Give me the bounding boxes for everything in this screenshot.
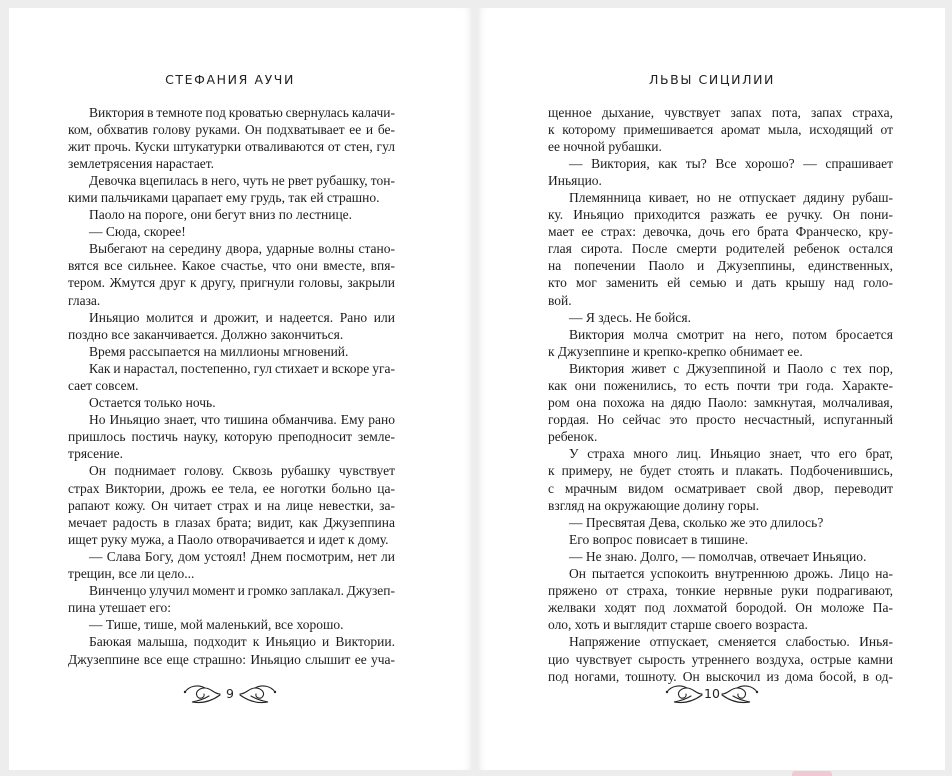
paragraph xyxy=(548,531,893,548)
page-number: 10 xyxy=(704,686,720,701)
paragraph xyxy=(68,582,395,616)
paragraph xyxy=(548,633,893,684)
body-text xyxy=(68,104,395,668)
text-line-row xyxy=(68,309,395,326)
text-line: мает ее страх: девочка, дочь его брата Франческо, кру- xyxy=(548,224,893,240)
right-page xyxy=(478,8,945,770)
text-line-row xyxy=(68,121,395,138)
text-line-row xyxy=(548,104,893,121)
text-line-row xyxy=(548,155,893,172)
text-line-row xyxy=(548,326,893,343)
page-edge-mark xyxy=(792,771,832,776)
text-line-row xyxy=(68,189,395,206)
text-line: к которому примешивается аромат мыла, исходящий от xyxy=(548,121,893,137)
paragraph xyxy=(548,155,893,189)
text-line-row xyxy=(548,633,893,650)
text-line-row xyxy=(548,616,893,633)
text-line-row xyxy=(548,582,893,599)
text-line-row xyxy=(548,599,893,616)
text-line-row xyxy=(68,326,395,343)
paragraph xyxy=(68,223,395,240)
text-line: Виктория живет с Джузеппиной и Паоло с тех пор, xyxy=(569,360,893,376)
text-line: на попечении Паоло и Джузеппины, единственных, xyxy=(548,258,893,274)
text-line-row xyxy=(548,565,893,582)
text-line: Виктория молча смотрит на него, потом бросается xyxy=(569,326,893,342)
text-line-row xyxy=(548,172,893,189)
text-line-row xyxy=(548,240,893,257)
text-line: Выбегают на середину двора, ударные волны стано- xyxy=(89,241,395,257)
text-line-row xyxy=(548,394,893,411)
text-line: Его вопрос повисает в тишине. xyxy=(569,531,749,547)
text-line-row xyxy=(548,360,893,377)
text-line: — Тише, тише, мой маленький, все хорошо. xyxy=(89,617,344,633)
text-line: Он поднимает голову. Сквозь рубашку чувствует xyxy=(89,463,395,479)
text-line: глаза. xyxy=(68,292,101,308)
text-line: щенное дыхание, чувствует запах пота, запах страха, xyxy=(548,104,893,120)
text-line-row xyxy=(68,445,395,462)
running-head-title: ЛЬВЫ СИЦИЛИИ xyxy=(649,72,775,87)
paragraph xyxy=(68,104,395,172)
running-head-author: СТЕФАНИЯ АУЧИ xyxy=(165,72,295,87)
text-line: Джузеппине все еще страшно: Иньяцио слышит ее уча- xyxy=(68,651,395,667)
text-line-row xyxy=(548,548,893,565)
text-line: жит прочь. Куски штукатурки отваливаются от стен, гул xyxy=(68,138,395,154)
paragraph xyxy=(68,548,395,582)
text-line: Иньяцио. xyxy=(548,172,602,188)
text-line-row xyxy=(68,565,395,582)
text-line-row xyxy=(68,343,395,360)
text-line-row xyxy=(548,257,893,274)
text-line: с мрачным видом осматривает свой двор, переводит xyxy=(548,480,893,496)
text-line: как они поженились, то есть почти три года. Характе- xyxy=(548,378,893,393)
text-line: Девочка вцепилась в него, чуть не рвет рубашку, тон- xyxy=(89,172,395,188)
text-line: Время рассыпается на миллионы мгновений. xyxy=(89,343,349,359)
text-line-row xyxy=(68,582,395,599)
text-line-row xyxy=(548,497,893,514)
text-line-row xyxy=(548,206,893,223)
text-line: — Не знаю. Долго, — помолчав, отвечает Иньяцио. xyxy=(569,548,867,564)
text-line-row xyxy=(68,172,395,189)
paragraph xyxy=(548,326,893,360)
text-line: Винченцо улучил момент и громко заплакал. Джузеп- xyxy=(89,583,395,599)
text-line: Напряжение отпускает, сменяется слабостью. Инья- xyxy=(569,634,893,650)
text-line-row xyxy=(68,360,395,377)
text-line: вятся все сильнее. Какое счастье, что они вместе, впя- xyxy=(68,258,395,274)
text-line-row xyxy=(68,155,395,172)
text-line-row xyxy=(68,428,395,445)
text-line-row xyxy=(68,480,395,497)
paragraph xyxy=(68,343,395,360)
text-line-row xyxy=(68,257,395,274)
text-line: Он пытается успокоить внутреннюю дрожь. Лицо на- xyxy=(569,566,893,582)
text-line-row xyxy=(548,223,893,240)
text-line: Остается только ночь. xyxy=(89,395,216,411)
text-line: ку. Иньяцио приходится разжать ее ручку. Он пони- xyxy=(548,207,893,223)
text-line-row xyxy=(68,548,395,565)
text-line-row xyxy=(548,189,893,206)
text-line: глая сирота. После смерти родителей ребенок остался xyxy=(548,241,893,257)
text-line: гордая. Но сейчас это просто несчастный, испуганный xyxy=(548,412,893,428)
text-line: вой. xyxy=(548,292,572,308)
text-line-row xyxy=(68,462,395,479)
paragraph xyxy=(68,240,395,308)
text-line: к примеру, не будет стоять и плакать. Подбоченившись, xyxy=(548,463,893,479)
text-line: Баюкая малыша, подходит к Иньяцио и Виктории. xyxy=(89,634,395,650)
paragraph xyxy=(68,206,395,223)
text-line-row xyxy=(68,599,395,616)
text-line-row xyxy=(68,633,395,650)
text-line: — Слава Богу, дом устоял! Днем посмотрим, нет ли xyxy=(89,548,395,564)
text-line-row xyxy=(68,138,395,155)
text-line: сает совсем. xyxy=(68,378,139,393)
text-line: пришлось постичь науку, которую преподносит земле- xyxy=(68,429,395,445)
text-line: ее ночной рубашки. xyxy=(548,138,662,154)
text-line-row xyxy=(548,292,893,309)
text-line-row xyxy=(68,274,395,291)
text-line-row xyxy=(68,377,395,394)
text-line-row xyxy=(548,531,893,548)
text-line: рапают кожу. Он читает страх и на лице невестки, за- xyxy=(68,497,395,513)
paragraph xyxy=(548,309,893,326)
text-line: — Сюда, скорее! xyxy=(89,224,186,240)
text-line: ром она похожа на дядю Паоло: замкнутая, молчаливая, xyxy=(548,395,893,411)
footer-ornament xyxy=(180,681,280,707)
text-line: У страха много лиц. Иньяцио знает, что его брат, xyxy=(569,446,893,462)
text-line: Но Иньяцио знает, что тишина обманчива. Ему рано xyxy=(89,412,395,428)
text-line-row xyxy=(548,445,893,462)
paragraph xyxy=(548,514,893,531)
text-line-row xyxy=(68,394,395,411)
text-line: оло, хоть и выглядит старше своего возраста. xyxy=(548,617,808,633)
text-line-row xyxy=(548,377,893,394)
text-line: кими пальчиками царапает ему грудь, так ей страшно. xyxy=(68,189,380,205)
paragraph xyxy=(68,360,395,394)
text-line-row xyxy=(548,343,893,360)
left-page xyxy=(9,8,472,770)
text-line: Племянница кивает, но не отпускает дядину рубаш- xyxy=(569,189,893,205)
text-line: желваки ходят под лохматой бородой. Он моложе Па- xyxy=(548,600,893,616)
text-line: трещин, все ли цело... xyxy=(68,566,195,582)
text-line: Как и нарастал, постепенно, гул стихает и вскоре уга- xyxy=(89,360,395,376)
text-line: — Пресвятая Дева, сколько же это длилось? xyxy=(569,514,824,530)
text-line: — Я здесь. Не бойся. xyxy=(569,309,691,325)
paragraph xyxy=(68,462,395,547)
body-text xyxy=(548,104,893,685)
text-line: Иньяцио молится и дрожит, и надеется. Рано или xyxy=(89,309,395,325)
text-line-row xyxy=(548,651,893,668)
paragraph xyxy=(68,309,395,343)
paragraph xyxy=(548,565,893,633)
paragraph xyxy=(548,360,893,445)
paragraph xyxy=(68,633,395,667)
text-line: Виктория в темноте под кроватью свернулась калачи- xyxy=(89,104,395,120)
text-line-row xyxy=(68,292,395,309)
text-line-row xyxy=(548,480,893,497)
text-line-row xyxy=(548,514,893,531)
page-number: 9 xyxy=(226,686,234,701)
text-line-row xyxy=(68,206,395,223)
text-line-row xyxy=(548,428,893,445)
text-line: взгляд на окружающие долину горы. xyxy=(548,497,760,513)
text-line: пряжено от страха, тонкие нервные руки подрагивают, xyxy=(548,583,893,599)
text-line: кто мог заменить ей семью и дать крышу над голо- xyxy=(548,275,893,291)
paragraph xyxy=(548,548,893,565)
text-line-row xyxy=(68,104,395,121)
text-line: поздно все заканчивается. Должно закончиться. xyxy=(68,326,344,342)
text-line: — Виктория, как ты? Все хорошо? — спрашивает xyxy=(569,155,893,171)
paragraph xyxy=(68,616,395,633)
text-line: ком, обхватив голову руками. Он подхватывает ее и бе- xyxy=(68,121,395,137)
text-line-row xyxy=(68,651,395,668)
text-line-row xyxy=(68,240,395,257)
text-line-row xyxy=(548,138,893,155)
text-line-row xyxy=(548,309,893,326)
text-line-row xyxy=(548,274,893,291)
text-line: ищет руку мужа, а Паоло отворачивается и идет к дому. xyxy=(68,531,389,547)
text-line: под ногами, тошноту. Он выскочил из дома босой, в од- xyxy=(548,668,893,684)
text-line: ребенок. xyxy=(548,429,598,445)
text-line: цио чувствует сырость утреннего воздуха, острые камни xyxy=(548,651,893,667)
text-line-row xyxy=(548,411,893,428)
text-line: Паоло на пороге, они бегут вниз по лестнице. xyxy=(89,207,353,223)
text-line: страх Виктории, дрожь ее тела, ее ноготки больно ца- xyxy=(68,480,395,496)
paragraph xyxy=(68,411,395,462)
paragraph xyxy=(548,104,893,155)
text-line: мечает радость в глазах брата; видит, как Джузеппина xyxy=(68,514,395,530)
paragraph xyxy=(68,394,395,411)
text-line-row xyxy=(548,121,893,138)
text-line-row xyxy=(68,514,395,531)
text-line: пина утешает его: xyxy=(68,600,172,616)
paragraph xyxy=(548,445,893,513)
text-line-row xyxy=(68,411,395,428)
text-line: к Джузеппине и крепко-крепко обнимает ее. xyxy=(548,343,803,359)
text-line: землетрясения нарастает. xyxy=(68,155,215,171)
text-line-row xyxy=(548,462,893,479)
text-line-row xyxy=(68,616,395,633)
paragraph xyxy=(68,172,395,206)
text-line: тером. Жмутся друг к другу, пригнули головы, закрыли xyxy=(68,275,395,291)
text-line-row xyxy=(68,223,395,240)
text-line-row xyxy=(68,497,395,514)
text-line-row xyxy=(68,531,395,548)
text-line: трясение. xyxy=(68,446,123,462)
paragraph xyxy=(548,189,893,309)
footer-ornament xyxy=(662,681,762,707)
